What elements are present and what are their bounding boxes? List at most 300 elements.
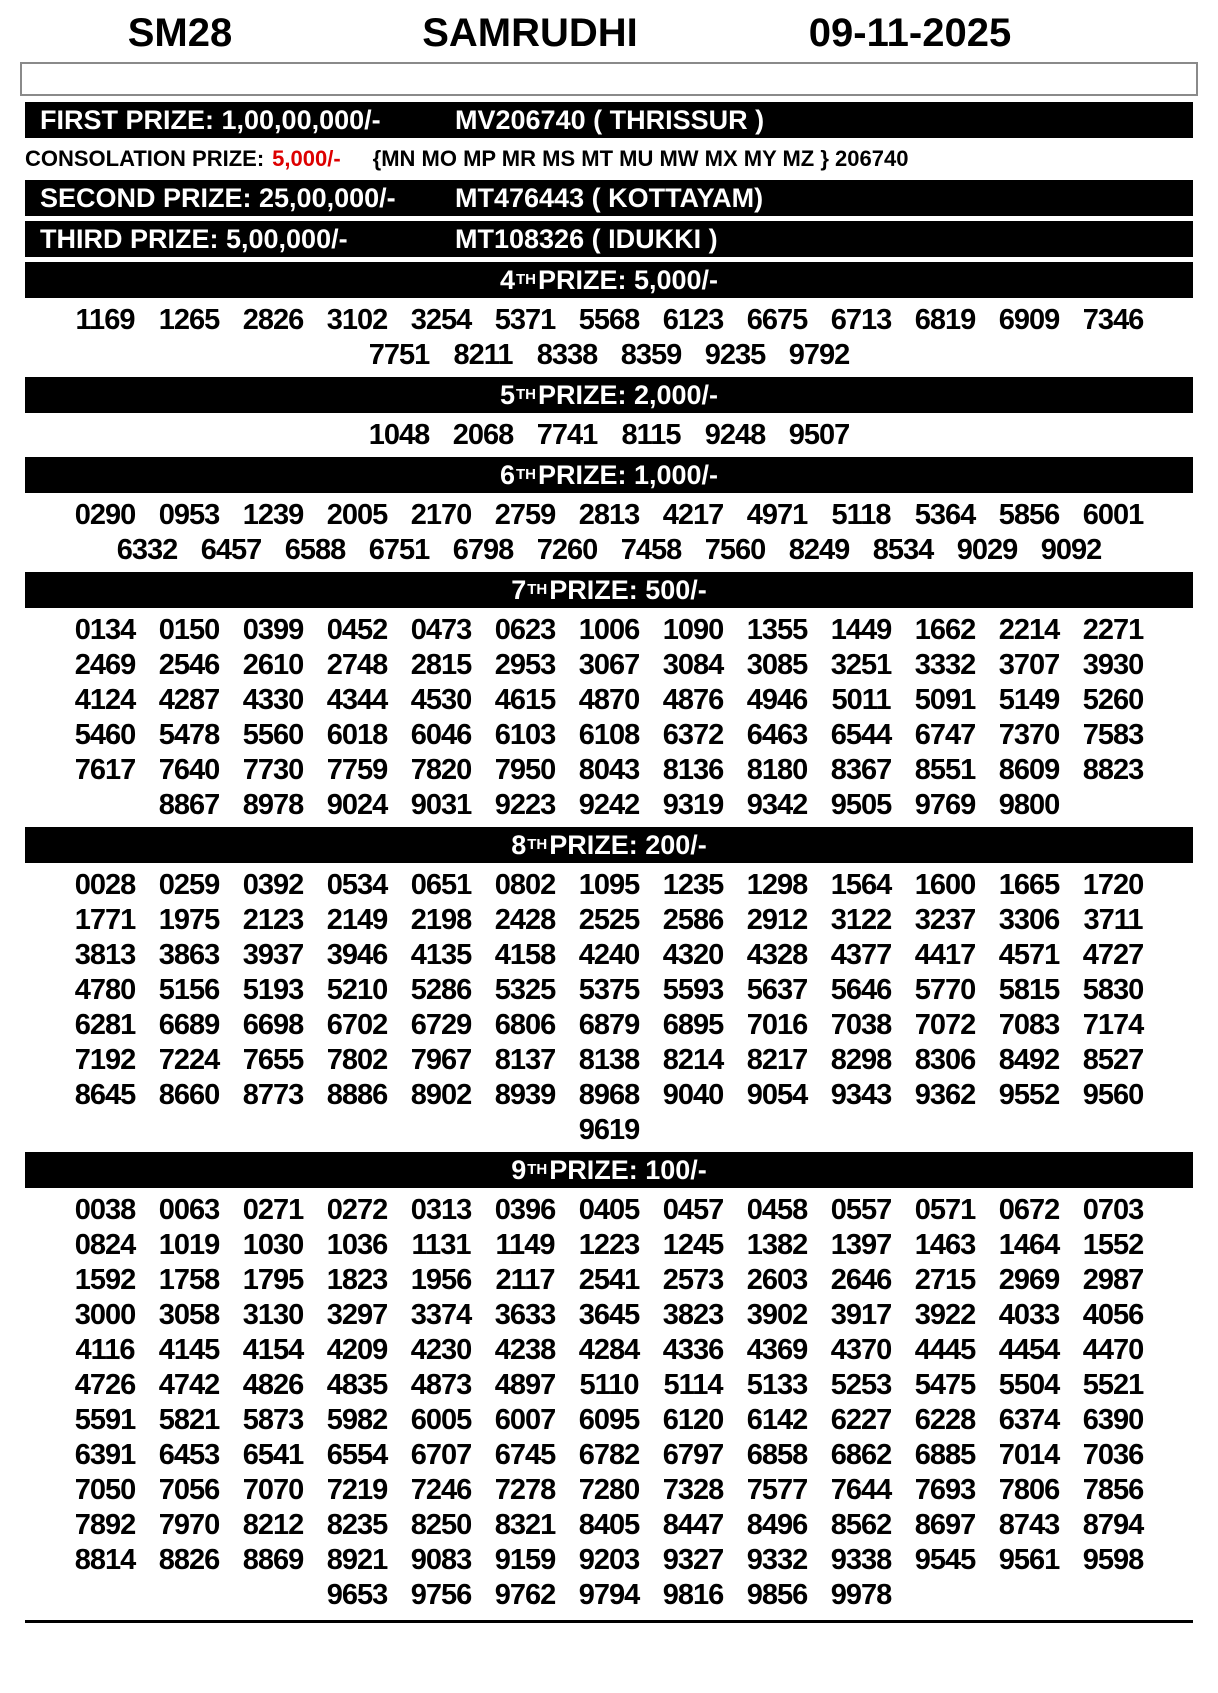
prize-number: 1245 xyxy=(662,1228,724,1261)
prize-number: 7083 xyxy=(998,1008,1060,1041)
prize-number: 9203 xyxy=(578,1543,640,1576)
prize-number: 1169 xyxy=(75,303,135,336)
prize-number: 6782 xyxy=(578,1438,640,1471)
prize-number: 0392 xyxy=(242,868,304,901)
prize-number: 4033 xyxy=(998,1298,1060,1331)
prize-number: 8321 xyxy=(494,1508,556,1541)
prize-number: 0271 xyxy=(242,1193,304,1226)
prize-number: 8136 xyxy=(662,753,724,786)
prize-number: 6541 xyxy=(242,1438,304,1471)
prize-number: 8447 xyxy=(662,1508,724,1541)
prize-number: 4946 xyxy=(746,683,808,716)
prize-number: 5364 xyxy=(914,498,976,531)
prize-number: 2610 xyxy=(242,648,304,681)
prize-number: 6713 xyxy=(830,303,892,336)
prize-number: 7458 xyxy=(620,533,682,566)
prize-number: 4377 xyxy=(830,938,892,971)
prize-number: 1397 xyxy=(830,1228,892,1261)
prize-number: 4369 xyxy=(746,1333,808,1366)
prize-number: 1382 xyxy=(746,1228,808,1261)
prize-number: 8886 xyxy=(326,1078,388,1111)
prize-number: 4417 xyxy=(914,938,976,971)
prize-number: 3645 xyxy=(578,1298,640,1331)
prize-number: 6108 xyxy=(578,718,640,751)
prize-number-row xyxy=(0,1113,1218,1147)
prize-number: 8534 xyxy=(872,533,934,566)
prize-number: 1758 xyxy=(158,1263,220,1296)
prize-number: 3917 xyxy=(830,1298,892,1331)
prize-number: 7806 xyxy=(998,1473,1060,1506)
prize-number-row xyxy=(0,903,1218,937)
prize-number: 9083 xyxy=(410,1543,472,1576)
first-prize-label: FIRST PRIZE: 1,00,00,000/- xyxy=(40,104,381,135)
first-prize-bar xyxy=(25,102,1193,138)
prize-number: 6707 xyxy=(410,1438,472,1471)
prize-number: 9794 xyxy=(578,1578,640,1611)
prize-number-row xyxy=(0,533,1218,567)
prize-number: 0063 xyxy=(158,1193,220,1226)
prize-number: 4240 xyxy=(578,938,640,971)
prize-number: 6005 xyxy=(410,1403,472,1436)
prize-number: 1019 xyxy=(158,1228,220,1261)
prize-number-row xyxy=(0,1403,1218,1437)
consolation-amount: 5,000/- xyxy=(272,146,341,171)
prize-number: 7970 xyxy=(158,1508,220,1541)
prize-number: 6046 xyxy=(410,718,472,751)
prize-number: 9242 xyxy=(578,788,640,821)
prize-number: 3102 xyxy=(326,303,388,336)
prize-number: 7751 xyxy=(368,338,430,371)
prize-number: 2541 xyxy=(578,1263,640,1296)
third-prize-winner: MT108326 ( IDUKKI ) xyxy=(455,223,718,254)
prize-number: 1795 xyxy=(242,1263,304,1296)
prize-number: 8043 xyxy=(578,753,640,786)
prize-number: 5260 xyxy=(1082,683,1144,716)
prize-number: 1355 xyxy=(746,613,808,646)
prize-number: 2123 xyxy=(242,903,304,936)
prize-number: 3711 xyxy=(1083,903,1143,936)
prize-number: 8697 xyxy=(914,1508,976,1541)
prize-number: 6745 xyxy=(494,1438,556,1471)
prize-number: 4445 xyxy=(914,1333,976,1366)
prize-number: 0473 xyxy=(410,613,472,646)
prize-number: 7617 xyxy=(74,753,136,786)
prize-number: 3813 xyxy=(74,938,136,971)
prize-number: 1090 xyxy=(662,613,724,646)
prize-number: 1149 xyxy=(495,1228,555,1261)
prize-number: 9561 xyxy=(998,1543,1060,1576)
prize-number: 8562 xyxy=(830,1508,892,1541)
prize-number: 7192 xyxy=(74,1043,136,1076)
prize-number: 2149 xyxy=(326,903,388,936)
prize-number: 8214 xyxy=(662,1043,724,1076)
prize-number: 3946 xyxy=(326,938,388,971)
prize-number: 0703 xyxy=(1082,1193,1144,1226)
prize-number: 0038 xyxy=(74,1193,136,1226)
prize-number: 1036 xyxy=(326,1228,388,1261)
prize-number: 2748 xyxy=(326,648,388,681)
prize-number-row xyxy=(0,1263,1218,1297)
prize-number: 8794 xyxy=(1082,1508,1144,1541)
prize-number: 4135 xyxy=(410,938,472,971)
lottery-code: SM28 xyxy=(127,10,233,55)
prize-number: 8359 xyxy=(620,338,682,371)
prize-number: 2813 xyxy=(578,498,640,531)
prize-number: 0150 xyxy=(158,613,220,646)
second-prize-label: SECOND PRIZE: 25,00,000/- xyxy=(40,182,396,213)
prize-number: 5815 xyxy=(998,973,1060,1006)
prize-number: 9507 xyxy=(788,418,850,451)
prize-number: 4145 xyxy=(158,1333,220,1366)
prize-number: 7014 xyxy=(998,1438,1060,1471)
prize-number: 3058 xyxy=(158,1298,220,1331)
prize-number: 9653 xyxy=(326,1578,388,1611)
prize-number: 7224 xyxy=(158,1043,220,1076)
prize-number: 5770 xyxy=(914,973,976,1006)
prize-number: 0134 xyxy=(74,613,136,646)
prize-number: 4056 xyxy=(1082,1298,1144,1331)
prize-number: 1720 xyxy=(1082,868,1144,901)
prize-number-row xyxy=(0,718,1218,752)
prize-number: 8217 xyxy=(746,1043,808,1076)
prize-number: 8306 xyxy=(914,1043,976,1076)
prize-number: 4124 xyxy=(74,683,136,716)
prize-sections xyxy=(0,262,1218,1612)
prize-number: 6675 xyxy=(746,303,808,336)
prize-number-row xyxy=(0,1193,1218,1227)
prize-number: 4344 xyxy=(326,683,388,716)
prize-number-row xyxy=(0,498,1218,532)
prize-number: 1552 xyxy=(1082,1228,1144,1261)
prize-number-row xyxy=(0,1578,1218,1612)
prize-number-row xyxy=(0,1078,1218,1112)
prize-number: 9800 xyxy=(998,788,1060,821)
prize-number: 5253 xyxy=(830,1368,892,1401)
prize-number: 1464 xyxy=(998,1228,1060,1261)
prize-number: 5011 xyxy=(831,683,891,716)
prize-number: 9024 xyxy=(326,788,388,821)
prize-number: 6391 xyxy=(74,1438,136,1471)
prize-number: 4742 xyxy=(158,1368,220,1401)
prize-number: 5646 xyxy=(830,973,892,1006)
section-header: 9 TH PRIZE: 100/- xyxy=(25,1152,1193,1188)
prize-number-row xyxy=(0,303,1218,337)
prize-number: 8496 xyxy=(746,1508,808,1541)
section-header: 6 TH PRIZE: 1,000/- xyxy=(25,457,1193,493)
prize-number: 4287 xyxy=(158,683,220,716)
prize-number: 6909 xyxy=(998,303,1060,336)
prize-number: 5856 xyxy=(998,498,1060,531)
prize-number-row xyxy=(0,1438,1218,1472)
prize-number: 2815 xyxy=(410,648,472,681)
prize-number: 4158 xyxy=(494,938,556,971)
prize-number: 6806 xyxy=(494,1008,556,1041)
prize-number: 4826 xyxy=(242,1368,304,1401)
prize-number: 7820 xyxy=(410,753,472,786)
prize-number: 6588 xyxy=(284,533,346,566)
prize-number: 2573 xyxy=(662,1263,724,1296)
section-header: 8 TH PRIZE: 200/- xyxy=(25,827,1193,863)
prize-number: 3067 xyxy=(578,648,640,681)
prize-number: 8298 xyxy=(830,1043,892,1076)
prize-number: 4726 xyxy=(74,1368,136,1401)
prize-number: 3707 xyxy=(998,648,1060,681)
prize-number: 1298 xyxy=(746,868,808,901)
prize-number: 3633 xyxy=(494,1298,556,1331)
prize-number: 3374 xyxy=(410,1298,472,1331)
prize-number: 8814 xyxy=(74,1543,136,1576)
prize-number: 5286 xyxy=(410,973,472,1006)
prize-number: 6698 xyxy=(242,1008,304,1041)
prize-number: 7802 xyxy=(326,1043,388,1076)
prize-number: 0405 xyxy=(578,1193,640,1226)
prize-number: 8939 xyxy=(494,1078,556,1111)
prize-number: 5091 xyxy=(914,683,976,716)
prize-number: 6885 xyxy=(914,1438,976,1471)
prize-number: 8211 xyxy=(453,338,513,371)
prize-number-row xyxy=(0,1298,1218,1332)
prize-number: 8869 xyxy=(242,1543,304,1576)
prize-number: 6554 xyxy=(326,1438,388,1471)
prize-number: 5375 xyxy=(578,973,640,1006)
prize-number: 4116 xyxy=(75,1333,135,1366)
prize-number: 7050 xyxy=(74,1473,136,1506)
prize-number: 1239 xyxy=(242,498,304,531)
prize-number: 6390 xyxy=(1082,1403,1144,1436)
prize-number: 5873 xyxy=(242,1403,304,1436)
prize-number: 2953 xyxy=(494,648,556,681)
prize-number: 4571 xyxy=(998,938,1060,971)
prize-number: 6544 xyxy=(830,718,892,751)
prize-number: 2646 xyxy=(830,1263,892,1296)
prize-number: 7583 xyxy=(1082,718,1144,751)
prize-number: 4780 xyxy=(74,973,136,1006)
prize-number: 1463 xyxy=(914,1228,976,1261)
prize-number: 6142 xyxy=(746,1403,808,1436)
prize-number: 4336 xyxy=(662,1333,724,1366)
prize-number: 9342 xyxy=(746,788,808,821)
prize-number: 6457 xyxy=(200,533,262,566)
draw-date: 09-11-2025 xyxy=(808,10,1012,55)
prize-number: 5193 xyxy=(242,973,304,1006)
prize-number: 7967 xyxy=(410,1043,472,1076)
prize-number: 1030 xyxy=(242,1228,304,1261)
prize-number: 1600 xyxy=(914,868,976,901)
prize-number: 0557 xyxy=(830,1193,892,1226)
section-header: 7 TH PRIZE: 500/- xyxy=(25,572,1193,608)
prize-number: 7346 xyxy=(1082,303,1144,336)
prize-number: 7655 xyxy=(242,1043,304,1076)
prize-number-row xyxy=(0,938,1218,972)
prize-number: 1564 xyxy=(830,868,892,901)
prize-number: 7730 xyxy=(242,753,304,786)
prize-number: 8660 xyxy=(158,1078,220,1111)
prize-number: 3251 xyxy=(830,648,892,681)
prize-number: 5210 xyxy=(326,973,388,1006)
prize-number: 9319 xyxy=(662,788,724,821)
prize-number: 2117 xyxy=(495,1263,555,1296)
prize-number-row xyxy=(0,973,1218,1007)
prize-number: 3084 xyxy=(662,648,724,681)
prize-number: 4209 xyxy=(326,1333,388,1366)
prize-number: 9343 xyxy=(830,1078,892,1111)
prize-number: 8212 xyxy=(242,1508,304,1541)
prize-number: 6798 xyxy=(452,533,514,566)
prize-number: 4971 xyxy=(746,498,808,531)
prize-number: 5830 xyxy=(1082,973,1144,1006)
prize-number: 0028 xyxy=(74,868,136,901)
prize-number: 0672 xyxy=(998,1193,1060,1226)
prize-number-row xyxy=(0,753,1218,787)
prize-number: 2826 xyxy=(242,303,304,336)
first-prize-winner: MV206740 ( THRISSUR ) xyxy=(455,104,765,135)
second-prize-winner: MT476443 ( KOTTAYAM) xyxy=(455,182,764,213)
prize-number: 7693 xyxy=(914,1473,976,1506)
prize-number: 0802 xyxy=(494,868,556,901)
prize-number-row xyxy=(0,1333,1218,1367)
prize-number: 1662 xyxy=(914,613,976,646)
prize-number: 7036 xyxy=(1082,1438,1144,1471)
prize-number: 8773 xyxy=(242,1078,304,1111)
prize-number: 3297 xyxy=(326,1298,388,1331)
prize-number: 9223 xyxy=(494,788,556,821)
prize-number: 3085 xyxy=(746,648,808,681)
prize-number: 4217 xyxy=(662,498,724,531)
prize-number: 6702 xyxy=(326,1008,388,1041)
prize-number: 5521 xyxy=(1082,1368,1144,1401)
prize-number: 4230 xyxy=(410,1333,472,1366)
prize-number-row xyxy=(0,1508,1218,1542)
prize-number: 9560 xyxy=(1082,1078,1144,1111)
prize-number: 6879 xyxy=(578,1008,640,1041)
prize-number: 6103 xyxy=(494,718,556,751)
lottery-name: SAMRUDHI xyxy=(422,10,638,55)
prize-number: 0452 xyxy=(326,613,388,646)
prize-number: 6895 xyxy=(662,1008,724,1041)
prize-number: 0534 xyxy=(326,868,388,901)
prize-number: 2586 xyxy=(662,903,724,936)
prize-number: 9792 xyxy=(788,338,850,371)
prize-number-row xyxy=(0,418,1218,452)
prize-number: 0623 xyxy=(494,613,556,646)
prize-number: 3237 xyxy=(914,903,976,936)
prize-number: 9816 xyxy=(662,1578,724,1611)
prize-number: 8137 xyxy=(494,1043,556,1076)
prize-number: 5460 xyxy=(74,718,136,751)
prize-number: 6007 xyxy=(494,1403,556,1436)
prize-number: 3930 xyxy=(1082,648,1144,681)
prize-number: 4870 xyxy=(578,683,640,716)
prize-number: 9756 xyxy=(410,1578,472,1611)
consolation-series: {MN MO MP MR MS MT MU MW MX MY MZ } 206740 xyxy=(372,146,909,171)
prize-number: 9362 xyxy=(914,1078,976,1111)
prize-number: 6374 xyxy=(998,1403,1060,1436)
prize-number: 1665 xyxy=(998,868,1060,901)
prize-number-row xyxy=(0,868,1218,902)
prize-number: 2271 xyxy=(1082,613,1144,646)
prize-number-row xyxy=(0,1043,1218,1077)
prize-number: 0457 xyxy=(662,1193,724,1226)
prize-number: 2198 xyxy=(410,903,472,936)
prize-number: 1223 xyxy=(578,1228,640,1261)
prize-number: 7280 xyxy=(578,1473,640,1506)
prize-number: 6228 xyxy=(914,1403,976,1436)
prize-number: 5478 xyxy=(158,718,220,751)
prize-number-row xyxy=(0,1543,1218,1577)
prize-number: 0651 xyxy=(410,868,472,901)
prize-number: 5156 xyxy=(158,973,220,1006)
prize-number: 8978 xyxy=(242,788,304,821)
prize-number: 9598 xyxy=(1082,1543,1144,1576)
prize-number: 3922 xyxy=(914,1298,976,1331)
prize-number: 5568 xyxy=(578,303,640,336)
section-header: 4 TH PRIZE: 5,000/- xyxy=(25,262,1193,298)
prize-number: 4330 xyxy=(242,683,304,716)
prize-number: 2005 xyxy=(326,498,388,531)
prize-number: 9248 xyxy=(704,418,766,451)
prize-number: 1449 xyxy=(830,613,892,646)
prize-number: 6372 xyxy=(662,718,724,751)
third-prize-bar xyxy=(25,221,1193,257)
prize-number: 7016 xyxy=(746,1008,808,1041)
prize-number: 2715 xyxy=(914,1263,976,1296)
prize-number: 1048 xyxy=(368,418,430,451)
prize-number: 4284 xyxy=(578,1333,640,1366)
prize-number: 3902 xyxy=(746,1298,808,1331)
prize-number-row xyxy=(0,683,1218,717)
bottom-divider xyxy=(25,1620,1193,1623)
prize-number: 2912 xyxy=(746,903,808,936)
prize-number: 0399 xyxy=(242,613,304,646)
prize-number: 4238 xyxy=(494,1333,556,1366)
prize-number: 8551 xyxy=(914,753,976,786)
prize-number: 7644 xyxy=(830,1473,892,1506)
prize-number: 5110 xyxy=(579,1368,639,1401)
prize-number: 9769 xyxy=(914,788,976,821)
prize-number: 7741 xyxy=(536,418,598,451)
prize-number: 9040 xyxy=(662,1078,724,1111)
prize-number: 7219 xyxy=(326,1473,388,1506)
prize-number: 8367 xyxy=(830,753,892,786)
prize-number: 7759 xyxy=(326,753,388,786)
prize-number-row xyxy=(0,1228,1218,1262)
prize-number: 9031 xyxy=(410,788,472,821)
prize-number: 8921 xyxy=(326,1543,388,1576)
prize-number: 7892 xyxy=(74,1508,136,1541)
prize-number: 6453 xyxy=(158,1438,220,1471)
prize-number: 5821 xyxy=(158,1403,220,1436)
prize-number: 0824 xyxy=(74,1228,136,1261)
prize-number: 2969 xyxy=(998,1263,1060,1296)
prize-number: 3863 xyxy=(158,938,220,971)
prize-number: 8250 xyxy=(410,1508,472,1541)
prize-number: 1956 xyxy=(410,1263,472,1296)
prize-number: 6281 xyxy=(74,1008,136,1041)
prize-number: 3130 xyxy=(242,1298,304,1331)
prize-number: 9552 xyxy=(998,1078,1060,1111)
prize-number: 3122 xyxy=(830,903,892,936)
prize-number: 1771 xyxy=(74,903,136,936)
prize-number: 8138 xyxy=(578,1043,640,1076)
prize-number: 3823 xyxy=(662,1298,724,1331)
prize-number: 7640 xyxy=(158,753,220,786)
prize-number: 9159 xyxy=(494,1543,556,1576)
prize-number: 6227 xyxy=(830,1403,892,1436)
prize-number: 8235 xyxy=(326,1508,388,1541)
prize-number: 1131 xyxy=(411,1228,471,1261)
prize-number: 2428 xyxy=(494,903,556,936)
prize-number: 9338 xyxy=(830,1543,892,1576)
